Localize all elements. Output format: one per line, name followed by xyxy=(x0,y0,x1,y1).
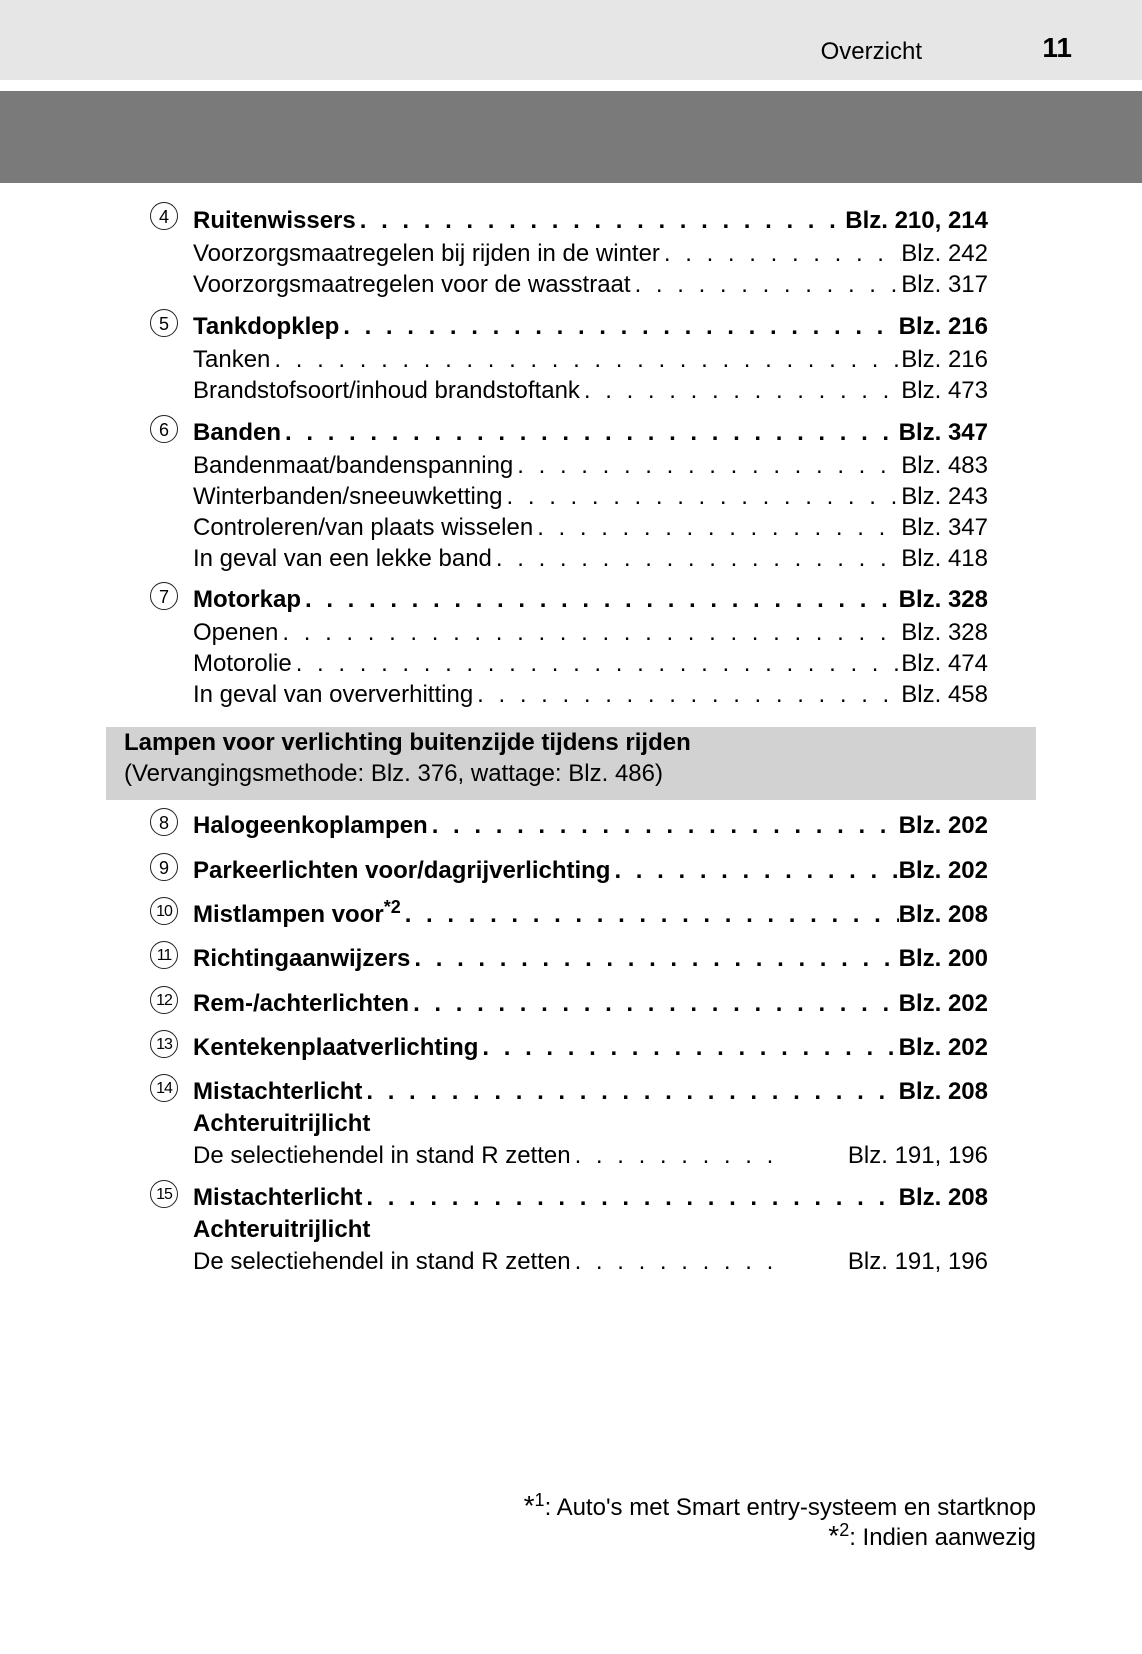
index-entry xyxy=(193,312,988,342)
index-subentry xyxy=(193,376,988,406)
entry-label: In geval van een lekke band xyxy=(193,545,492,572)
index-subheading xyxy=(193,1215,988,1245)
index-subentry xyxy=(193,544,988,574)
entry-label: Voorzorgsmaatregelen bij rijden in de winter xyxy=(193,240,660,267)
entry-label: Mistachterlicht xyxy=(193,1184,363,1211)
entry-page: Blz. 473 xyxy=(901,377,988,404)
footnote: *$^1$: Auto's met Smart entry-systeem en startknop xyxy=(523,1490,1036,1521)
lamp-section-title: Lampen voor verlichting buitenzijde tijdens rijden xyxy=(124,729,691,756)
index-subheading xyxy=(193,1109,988,1139)
index-entry xyxy=(193,1033,988,1063)
entry-label: Mistlampen voor$^{*2}$ xyxy=(193,900,401,930)
entry-label: Tankdopklep xyxy=(193,313,340,340)
entry-label: In geval van oververhitting xyxy=(193,681,474,708)
index-subentry xyxy=(193,239,988,269)
item-number: 12 xyxy=(150,986,178,1014)
item-number: 10 xyxy=(150,897,178,925)
item-number: 8 xyxy=(150,808,178,836)
entry-page: Blz. 242 xyxy=(901,240,988,267)
index-entry xyxy=(193,944,988,974)
entry-label: Halogeenkoplampen xyxy=(193,812,428,839)
item-number: 7 xyxy=(150,582,178,610)
index-subentry xyxy=(193,270,988,300)
entry-page: Blz. 208 xyxy=(898,901,988,928)
entry-label: Rem-/achterlichten xyxy=(193,990,410,1017)
entry-page: Blz. 202 xyxy=(898,1034,988,1061)
index-subentry xyxy=(193,513,988,543)
index-entry xyxy=(193,1077,988,1107)
index-subentry xyxy=(193,482,988,512)
footnote-marker: *2 xyxy=(383,900,401,917)
entry-page: Blz. 216 xyxy=(901,346,988,373)
entry-label: Motorolie xyxy=(193,650,292,677)
entry-label: De selectiehendel in stand R zetten xyxy=(193,1248,571,1275)
entry-label: Controleren/van plaats wisselen xyxy=(193,514,534,541)
item-number: 14 xyxy=(150,1074,178,1102)
item-number: 11 xyxy=(150,941,178,969)
entry-label: Motorkap xyxy=(193,586,301,613)
item-number: 4 xyxy=(150,202,178,230)
index-subentry xyxy=(193,1141,988,1171)
index-subentry xyxy=(193,345,988,375)
entry-page: Blz. 347 xyxy=(901,514,988,541)
entry-label: Achteruitrijlicht xyxy=(193,1216,371,1243)
index-entry xyxy=(193,989,988,1019)
footnote: *$^2$: Indien aanwezig xyxy=(828,1520,1036,1551)
index-subentry xyxy=(193,1247,988,1277)
item-number: 6 xyxy=(150,415,178,443)
item-number: 9 xyxy=(150,853,178,881)
entry-page: Blz. 483 xyxy=(901,452,988,479)
entry-label: Richtingaanwijzers xyxy=(193,945,411,972)
index-subentry xyxy=(193,680,988,710)
entry-label: Banden xyxy=(193,419,282,446)
entry-page: Blz. 200 xyxy=(898,945,988,972)
entry-page: Blz. 328 xyxy=(901,619,988,646)
index-entry xyxy=(193,1183,988,1213)
index-subentry xyxy=(193,649,988,679)
item-number: 15 xyxy=(150,1180,178,1208)
index-subentry xyxy=(193,451,988,481)
item-number: 5 xyxy=(150,309,178,337)
entry-label: Brandstofsoort/inhoud brandstoftank xyxy=(193,377,580,404)
index-entry xyxy=(193,856,988,886)
entry-label: Winterbanden/sneeuwketting xyxy=(193,483,503,510)
entry-label: Tanken xyxy=(193,346,271,373)
entry-label: Ruitenwissers xyxy=(193,207,356,234)
section-title: Overzicht xyxy=(820,38,922,65)
entry-page: Blz. 191, 196 xyxy=(847,1142,988,1169)
index-entry xyxy=(193,900,988,930)
entry-page: Blz. 208 xyxy=(898,1184,988,1211)
entry-page: Blz. 210, 214 xyxy=(845,207,988,234)
entry-page: Blz. 208 xyxy=(898,1078,988,1105)
entry-label: De selectiehendel in stand R zetten xyxy=(193,1142,571,1169)
entry-label: Openen xyxy=(193,619,279,646)
index-entry xyxy=(193,206,988,236)
entry-label: Achteruitrijlicht xyxy=(193,1110,371,1137)
entry-page: Blz. 216 xyxy=(898,313,988,340)
entry-page: Blz. 202 xyxy=(898,990,988,1017)
entry-page: Blz. 317 xyxy=(901,271,988,298)
entry-page: Blz. 243 xyxy=(901,483,988,510)
entry-page: Blz. 458 xyxy=(901,681,988,708)
index-entry xyxy=(193,418,988,448)
entry-label: Voorzorgsmaatregelen voor de wasstraat xyxy=(193,271,631,298)
index-subentry xyxy=(193,618,988,648)
entry-page: Blz. 474 xyxy=(901,650,988,677)
entry-page: Blz. 191, 196 xyxy=(847,1248,988,1275)
entry-label: Parkeerlichten voor/dagrijverlichting xyxy=(193,857,611,884)
item-number: 13 xyxy=(150,1030,178,1058)
entry-page: Blz. 202 xyxy=(898,857,988,884)
page-number: 11 xyxy=(1042,32,1072,63)
entry-label: Mistachterlicht xyxy=(193,1078,363,1105)
entry-page: Blz. 202 xyxy=(898,812,988,839)
index-entry xyxy=(193,585,988,615)
lamp-section-subtitle: (Vervangingsmethode: Blz. 376, wattage: Blz. 486) xyxy=(124,760,663,787)
entry-page: Blz. 418 xyxy=(901,545,988,572)
entry-page: Blz. 328 xyxy=(898,586,988,613)
entry-label: Kentekenplaatverlichting xyxy=(193,1034,479,1061)
entry-page: Blz. 347 xyxy=(898,419,988,446)
index-entry xyxy=(193,811,988,841)
entry-label: Bandenmaat/bandenspanning xyxy=(193,452,514,479)
